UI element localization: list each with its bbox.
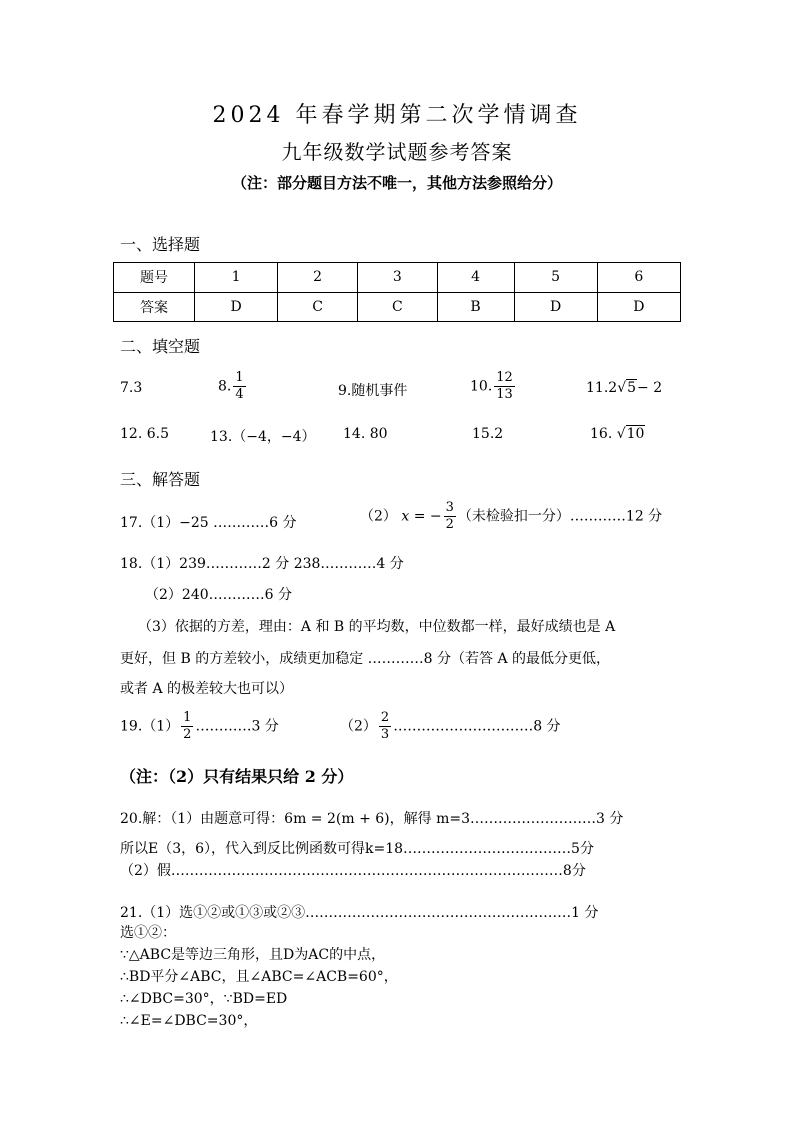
table-cell: 2 <box>278 263 358 293</box>
table-cell: C <box>357 292 437 322</box>
table-cell: D <box>597 292 680 322</box>
q19-note: （注：（2）只有结果只给 2 分） <box>120 767 354 786</box>
table-cell: 3 <box>357 263 437 293</box>
answer-q8 <box>218 370 248 403</box>
table-cell: D <box>514 292 597 322</box>
numerator: 1 <box>235 370 244 385</box>
answer-q21-line: ∴BD平分∠ABC，且∠ABC=∠ACB=60°， <box>120 969 398 985</box>
answer-q11: 11.2√5− 2 <box>586 380 663 396</box>
answer-label: 19.（1） <box>120 718 180 735</box>
answer-tail: （未检验扣一分）…………12 分 <box>457 508 663 525</box>
table-row <box>114 263 681 293</box>
answer-q7: 7.3 <box>120 380 143 396</box>
grading-note: （注：部分题目方法不唯一，其他方法参照给分） <box>231 174 562 192</box>
answer-label: 16. <box>590 426 613 442</box>
answer-q10 <box>470 370 517 403</box>
numerator: 1 <box>183 710 192 725</box>
answer-label: （2） <box>360 508 397 525</box>
denominator: 4 <box>235 387 244 402</box>
answer-q21-line: ∴∠E=∠DBC=30°， <box>120 1013 258 1029</box>
numerator: 2 <box>380 710 390 725</box>
table-cell: 5 <box>514 263 597 293</box>
denominator: 2 <box>183 727 192 742</box>
answer-q20-line: （2）假…………………………………………………………………………8分 <box>120 863 586 879</box>
answer-q16: 16. √10 <box>590 426 645 442</box>
radicand: 5 <box>627 380 637 396</box>
answer-q17-part1: 17.（1）−25 …………6 分 <box>120 515 297 531</box>
table-cell: 1 <box>195 263 278 293</box>
table-cell: C <box>278 292 358 322</box>
section-heading-choice: 一、选择题 <box>120 235 201 254</box>
answer-tail: …………………………8 分 <box>393 718 561 735</box>
answer-label: 8. <box>218 378 232 395</box>
answer-q21-line: ∵△ABC是等边三角形，且D为AC的中点， <box>120 947 386 963</box>
denominator: 2 <box>445 517 454 532</box>
variable-expression: x = − <box>401 508 442 525</box>
fraction <box>379 710 391 743</box>
answer-q20-line: 20.解：（1）由题意可得：6m = 2(m + 6)，解得 m=3………………………3 分 <box>120 811 624 827</box>
answer-q15: 15.2 <box>472 426 504 442</box>
answer-q17-part2 <box>360 500 662 533</box>
section-heading-solve: 三、解答题 <box>120 470 201 489</box>
table-cell: 4 <box>437 263 514 293</box>
table-cell: B <box>437 292 514 322</box>
answer-label: （2） <box>340 718 377 735</box>
answer-tail: …………3 分 <box>195 718 279 735</box>
answer-q9: 9.随机事件 <box>338 383 408 399</box>
answer-q14: 14. 80 <box>343 426 388 442</box>
answer-q13: 13.（−4，−4） <box>210 429 316 445</box>
answer-label: 10. <box>470 378 493 395</box>
answer-q12: 12. 6.5 <box>120 426 169 442</box>
answer-q21-line: ∴∠DBC=30°，∵BD=ED <box>120 991 288 1007</box>
section-heading-fill: 二、填空题 <box>120 337 201 356</box>
fraction <box>233 370 245 403</box>
answer-q18-line: （2）240…………6 分 <box>145 587 292 603</box>
numerator: 3 <box>445 500 454 515</box>
answer-q18-line: 或者 A 的极差较大也可以） <box>120 681 294 697</box>
denominator: 13 <box>496 387 513 402</box>
answer-table <box>113 262 681 322</box>
expression-tail: − 2 <box>637 380 663 396</box>
answer-q18-line: （3）依据的方差，理由：A 和 B 的平均数，中位数都一样，最好成绩也是 A <box>138 619 616 635</box>
table-row-label: 答案 <box>114 292 195 322</box>
answer-q20-line: 所以E（3，6），代入到反比例函数可得k=18………………………………5分 <box>120 841 594 857</box>
table-cell: D <box>195 292 278 322</box>
answer-label: 11. <box>586 380 609 396</box>
table-row-label: 题号 <box>114 263 195 293</box>
answer-q18-line: 更好，但 B 的方差较小，成绩更加稳定 …………8 分（若答 A 的最低分更低， <box>120 651 611 667</box>
denominator: 3 <box>380 727 390 742</box>
answer-q19-part2 <box>340 710 561 743</box>
document-title: 2024 年春学期第二次学情调查 <box>212 103 582 128</box>
answer-q18-line: 18.（1）239…………2 分 238…………4 分 <box>120 556 404 572</box>
coefficient: 2 <box>608 380 618 396</box>
table-row <box>114 292 681 322</box>
numerator: 12 <box>496 370 513 385</box>
fraction <box>181 710 193 743</box>
answer-q19 <box>120 710 279 743</box>
answer-q21-line: 21.（1）选①②或①③或②③…………………………………………………1 分 <box>120 905 599 921</box>
radicand: 10 <box>626 426 645 442</box>
fraction <box>494 370 515 403</box>
table-cell: 6 <box>597 263 680 293</box>
answer-q21-line: 选①②： <box>120 925 176 941</box>
document-subtitle: 九年级数学试题参考答案 <box>281 140 513 164</box>
fraction <box>444 500 456 533</box>
